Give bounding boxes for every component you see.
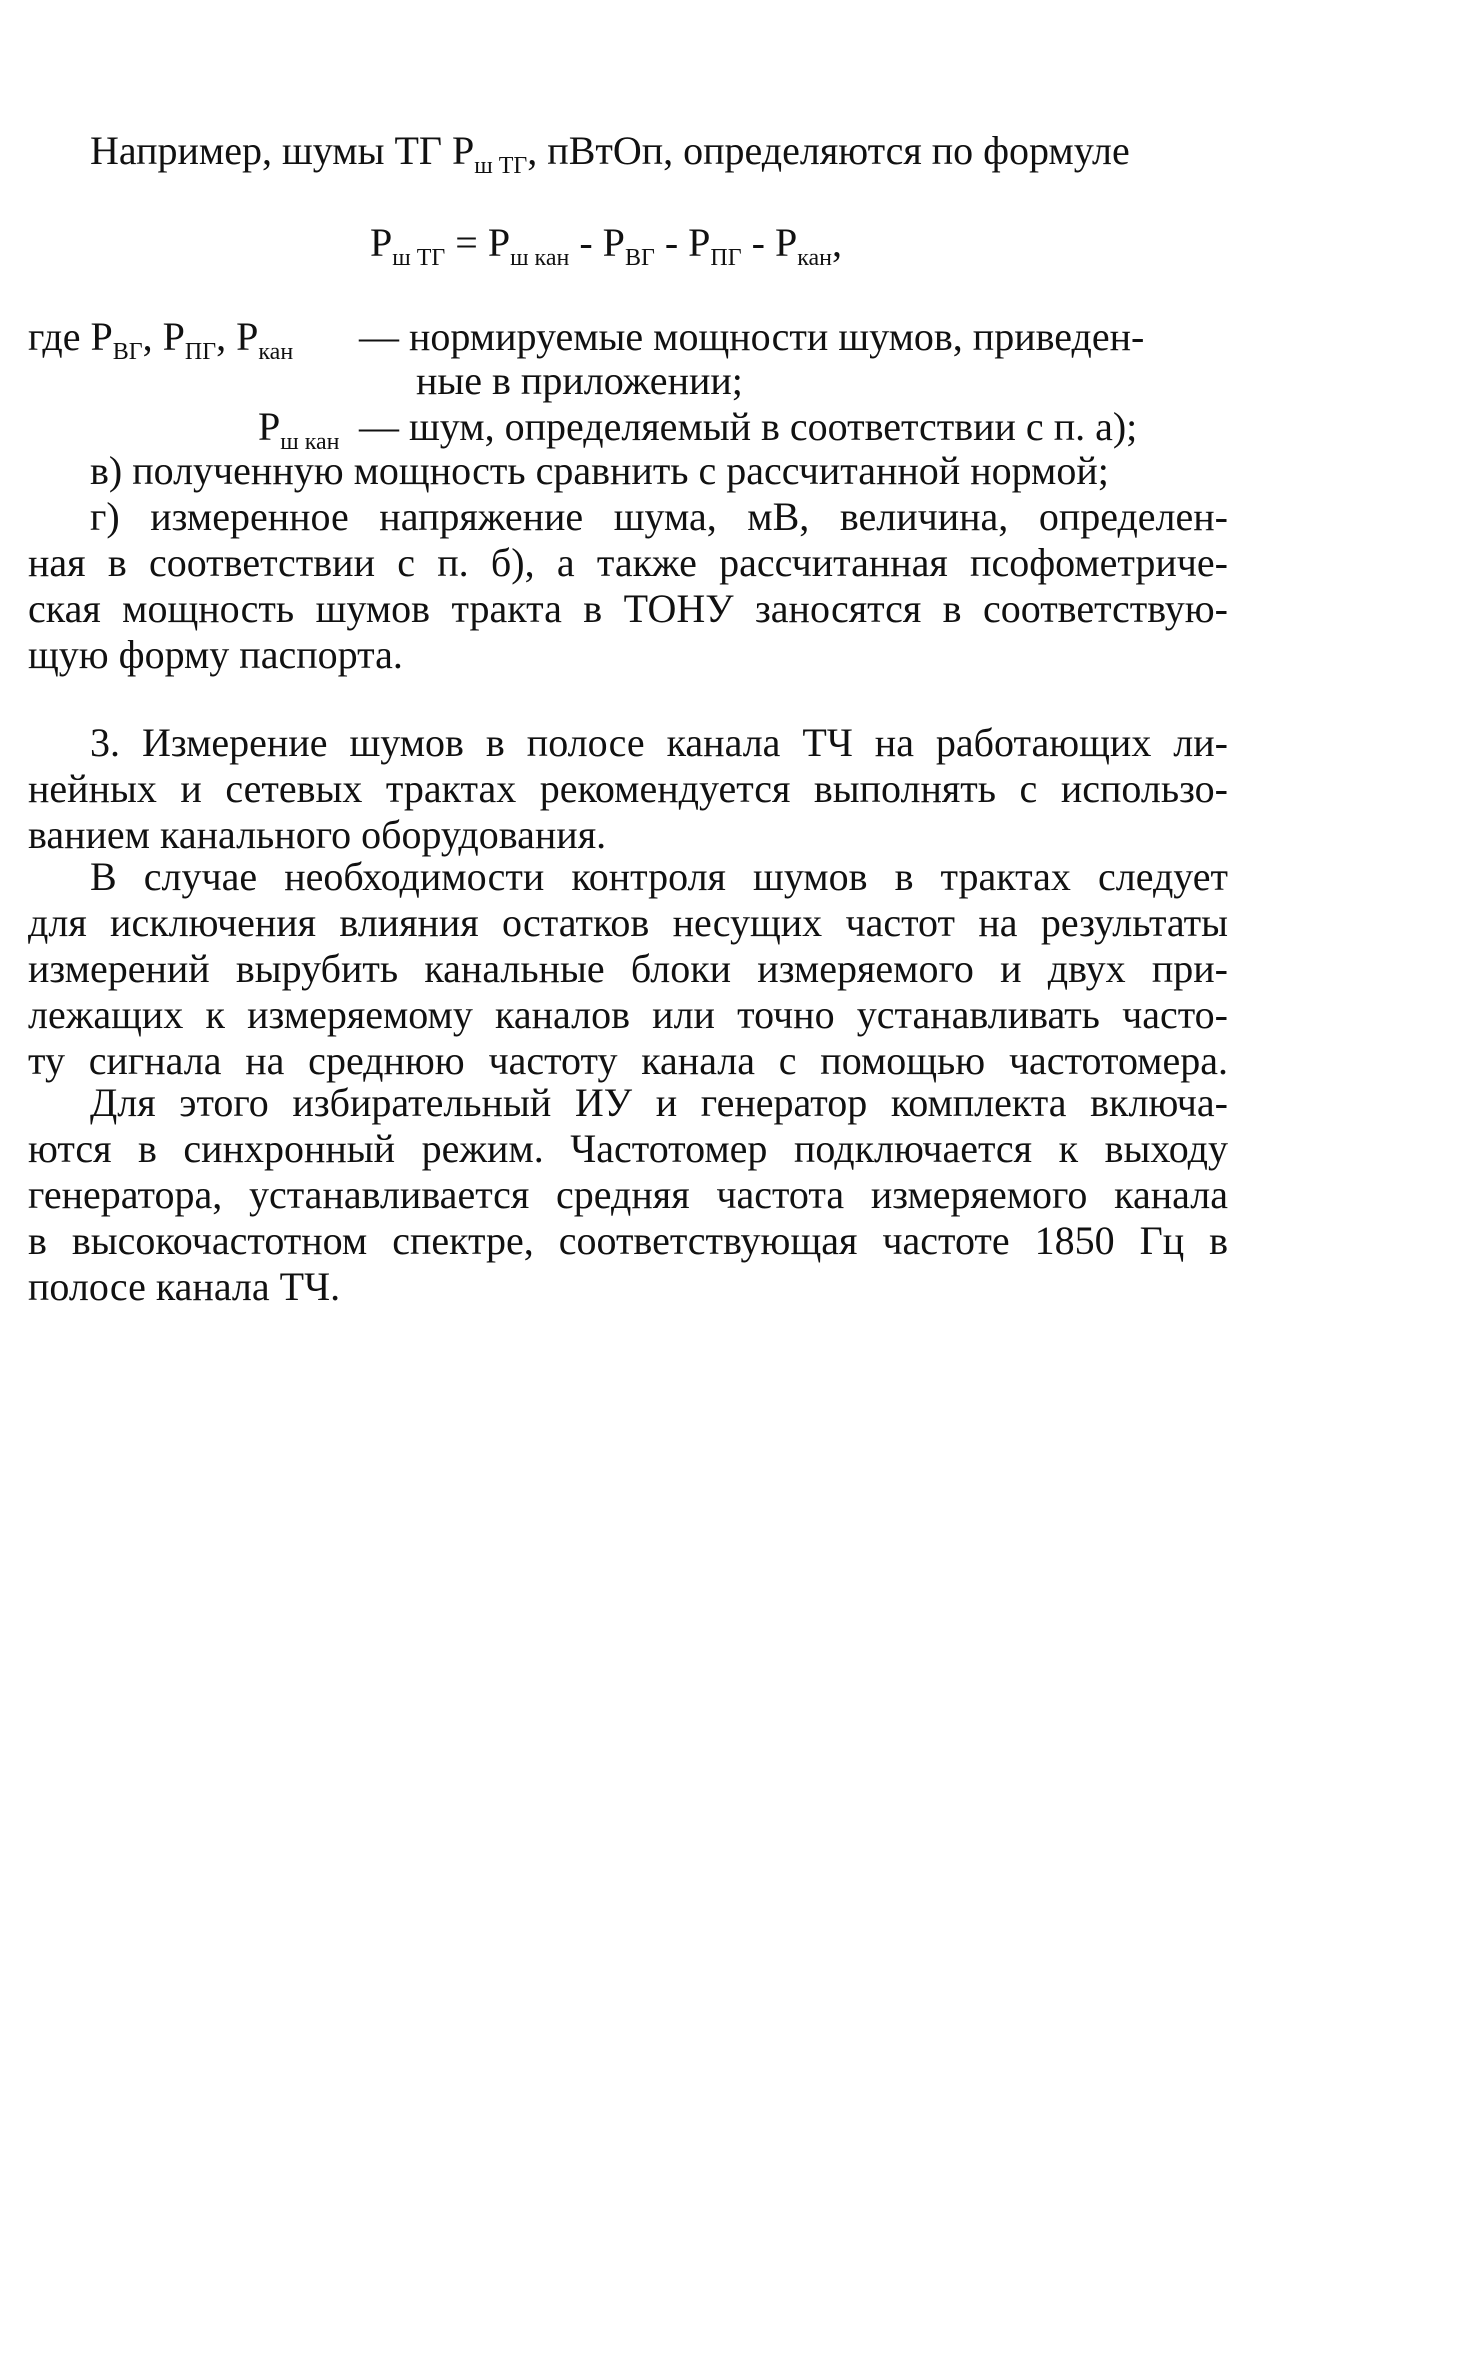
where-sub1: ВГ: [112, 339, 143, 365]
formula-lhs: Р: [370, 220, 393, 265]
paragraph-this-line: ются в синхронный режим. Частотомер подключается к выходу: [28, 1126, 1228, 1171]
paragraph-case-line: лежащих к измеряемому каналов или точно устанавливать часто-: [28, 992, 1228, 1037]
paragraph-case-line: измерений вырубить канальные блоки измеряемого и двух при-: [28, 946, 1228, 991]
where-sep1: , Р: [142, 314, 185, 359]
section-3-line: нейных и сетевых трактах рекомендуется выполнять с использо-: [28, 766, 1228, 811]
paragraph-this-line: в высокочастотном спектре, соответствующая частоте 1850 Гц в: [28, 1218, 1228, 1263]
paragraph-case-line: ту сигнала на среднюю частоту канала с помощью частотомера.: [28, 1038, 1228, 1083]
where-p2: Р: [258, 404, 281, 449]
where-def1-line1: — нормируемые мощности шумов, приведен-: [359, 314, 1145, 359]
section-3-line: ванием канального оборудования.: [28, 812, 607, 857]
item-g-line: ская мощность шумов тракта в ТОНУ заносятся в соответствую-: [28, 586, 1228, 631]
where-symbol2: [258, 404, 340, 455]
formula-minus2: - Р: [654, 220, 711, 265]
where-def1-line2: ные в приложении;: [416, 358, 743, 403]
item-v: в) полученную мощность сравнить с рассчитанной нормой;: [90, 448, 1109, 493]
paragraph-case-line: для исключения влияния остатков несущих частот на результаты: [28, 900, 1228, 945]
paragraph-case: [28, 854, 1228, 1084]
where-sub3: кан: [258, 339, 294, 365]
where-sep2: , Р: [216, 314, 259, 359]
where-symbols: [28, 314, 294, 365]
paragraph-this-line: Для этого избирательный ИУ и генератор комплекта включа-: [90, 1080, 1228, 1125]
paragraph-this-line: генератора, устанавливается средняя частота измеряемого канала: [28, 1172, 1228, 1217]
section-3: [28, 720, 1228, 858]
formula-term1-sub: ш кан: [510, 245, 570, 271]
item-g-line: щую форму паспорта.: [28, 632, 403, 677]
paragraph-this-line: полосе канала ТЧ.: [28, 1264, 341, 1309]
formula: [370, 220, 842, 271]
intro-subscript: ш ТГ: [474, 153, 528, 179]
formula-end: ,: [832, 220, 842, 265]
where-p2-sub: ш кан: [280, 429, 340, 455]
formula-term4-sub: кан: [797, 245, 832, 271]
formula-term2-sub: ВГ: [624, 245, 655, 271]
formula-minus1: - Р: [569, 220, 625, 265]
paragraph-this: [28, 1080, 1228, 1310]
intro-text-end: , пВтОп, определяются по формуле: [527, 128, 1130, 173]
item-g-line: ная в соответствии с п. б), а также рассчитанная псофометриче-: [28, 540, 1228, 585]
section-3-line: 3. Измерение шумов в полосе канала ТЧ на работающих ли-: [90, 720, 1228, 765]
formula-eq: = Р: [445, 220, 511, 265]
paragraph-case-line: В случае необходимости контроля шумов в трактах следует: [90, 854, 1228, 899]
formula-minus3: - Р: [741, 220, 798, 265]
intro-line: [90, 128, 1130, 179]
where-def2: — шум, определяемый в соответствии с п. а);: [359, 404, 1138, 449]
item-g-line: г) измеренное напряжение шума, мВ, величина, определен-: [90, 494, 1228, 539]
item-g: [28, 494, 1228, 678]
formula-term3-sub: ПГ: [710, 245, 742, 271]
formula-lhs-sub: ш ТГ: [392, 245, 446, 271]
intro-text: Например, шумы ТГ Р: [90, 128, 475, 173]
where-sub2: ПГ: [184, 339, 217, 365]
where-word: где Р: [28, 314, 113, 359]
